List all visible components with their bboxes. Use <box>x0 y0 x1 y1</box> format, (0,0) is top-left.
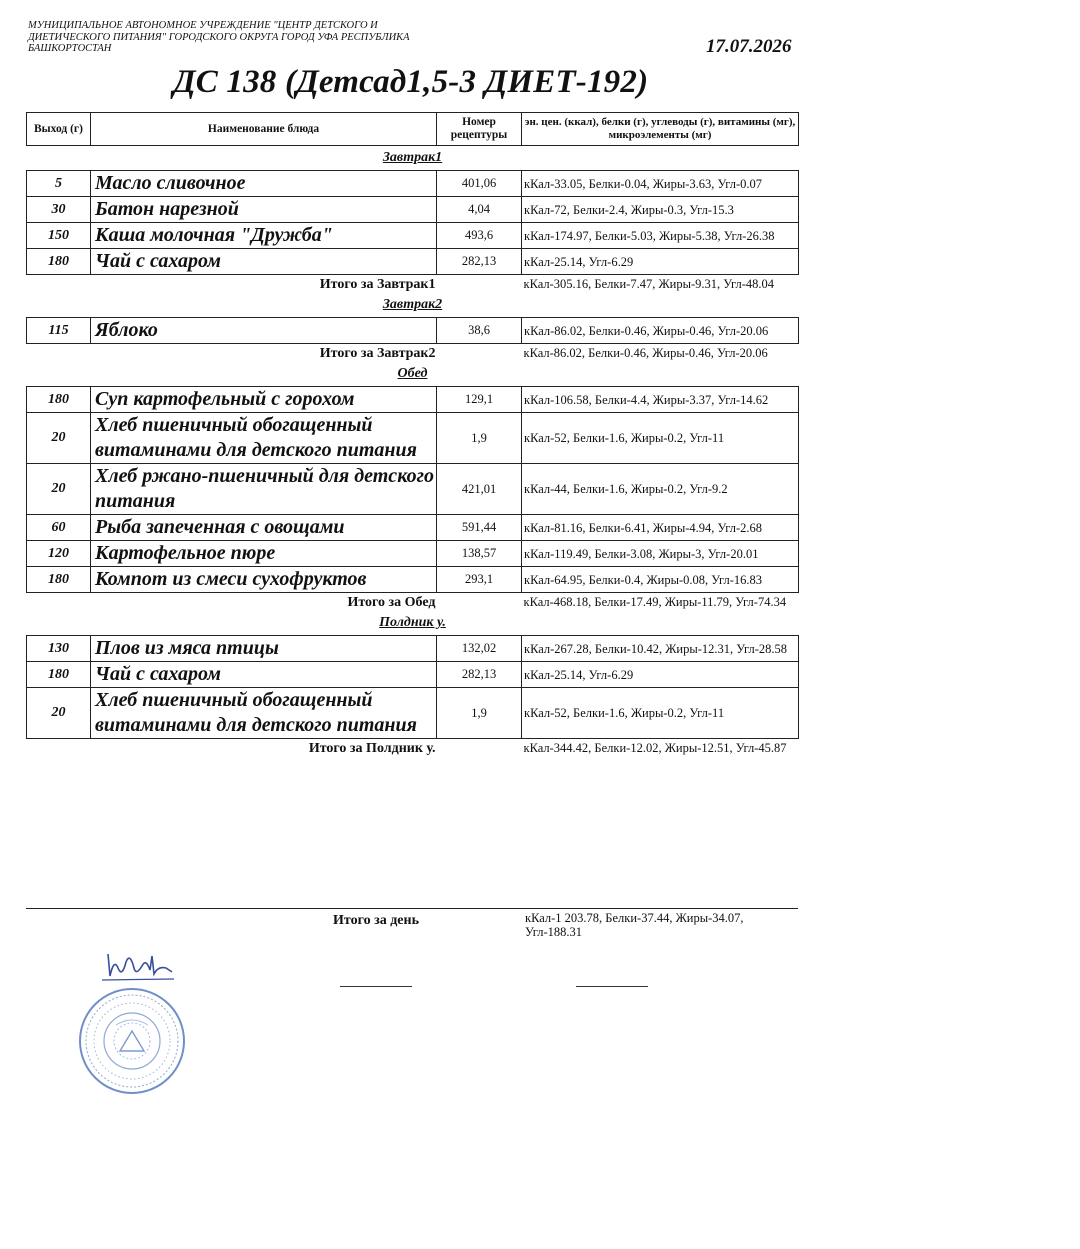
section-total-label: Итого за Обед <box>347 595 436 610</box>
section-total-values: кКал-86.02, Белки-0.46, Жиры-0.46, Угл-20.06 <box>523 346 768 360</box>
menu-date: 17.07.2026 <box>706 36 792 57</box>
table-row <box>27 515 799 541</box>
table-row <box>27 541 799 567</box>
dish-name: Чай с сахаром <box>91 662 437 688</box>
section-total-label: Итого за Полдник у. <box>308 741 436 756</box>
recipe-number: 401,06 <box>437 171 522 197</box>
nutrition-info: кКал-52, Белки-1.6, Жиры-0.2, Угл-11 <box>522 413 799 464</box>
recipe-number: 1,9 <box>437 413 522 464</box>
dish-weight: 180 <box>27 567 91 593</box>
org-line: БАШКОРТОСТАН <box>28 43 112 54</box>
recipe-number: 129,1 <box>437 387 522 413</box>
org-line: ДИЕТИЧЕСКОГО ПИТАНИЯ" ГОРОДСКОГО ОКРУГА ГОРОД УФА РЕСПУБЛИКА <box>28 31 410 43</box>
menu-table <box>26 112 799 757</box>
recipe-number: 1,9 <box>437 688 522 739</box>
dish-weight: 20 <box>27 413 91 464</box>
nutrition-info: кКал-174.97, Белки-5.03, Жиры-5.38, Угл-26.38 <box>522 223 799 249</box>
section-total-values: кКал-305.16, Белки-7.47, Жиры-9.31, Угл-48.04 <box>523 277 775 291</box>
table-row <box>27 249 799 275</box>
recipe-number: 282,13 <box>437 249 522 275</box>
section-total-row <box>27 739 799 758</box>
handwritten-signature <box>100 948 180 988</box>
dish-name: Картофельное пюре <box>91 541 437 567</box>
section-total-row <box>27 344 799 363</box>
dish-name: Хлеб пшеничный обогащенный витаминами для детского питания <box>91 688 437 739</box>
dish-name: Чай с сахаром <box>91 249 437 275</box>
dish-name: Масло сливочное <box>91 171 437 197</box>
day-total-divider <box>26 908 798 909</box>
dish-name: Хлеб пшеничный обогащенный витаминами для детского питания <box>91 413 437 464</box>
dish-weight: 120 <box>27 541 91 567</box>
section-title: Обед <box>397 366 428 381</box>
day-total-label: Итого за день <box>333 913 419 928</box>
nutrition-info: кКал-81.16, Белки-6.41, Жиры-4.94, Угл-2.68 <box>522 515 799 541</box>
table-row <box>27 318 799 344</box>
signature-line <box>576 986 648 987</box>
dish-name: Яблоко <box>91 318 437 344</box>
section-title: Полдник у. <box>379 615 446 630</box>
recipe-number: 132,02 <box>437 636 522 662</box>
nutrition-info: кКал-25.14, Угл-6.29 <box>522 662 799 688</box>
dish-name: Каша молочная "Дружба" <box>91 223 437 249</box>
recipe-number: 493,6 <box>437 223 522 249</box>
recipe-number: 38,6 <box>437 318 522 344</box>
table-row <box>27 387 799 413</box>
recipe-number: 421,01 <box>437 464 522 515</box>
org-line: МУНИЦИПАЛЬНОЕ АВТОНОМНОЕ УЧРЕЖДЕНИЕ "ЦЕНТР ДЕТСКОГО И <box>28 20 378 31</box>
section-total-label: Итого за Завтрак2 <box>319 346 436 361</box>
recipe-number: 282,13 <box>437 662 522 688</box>
dish-weight: 60 <box>27 515 91 541</box>
recipe-number: 138,57 <box>437 541 522 567</box>
table-row <box>27 688 799 739</box>
table-row <box>27 567 799 593</box>
recipe-number: 591,44 <box>437 515 522 541</box>
nutrition-info: кКал-64.95, Белки-0.4, Жиры-0.08, Угл-16.83 <box>522 567 799 593</box>
table-row <box>27 464 799 515</box>
menu-table-body <box>27 146 799 758</box>
column-header-recipe: Номер рецептуры <box>437 113 522 146</box>
dish-weight: 115 <box>27 318 91 344</box>
table-row <box>27 171 799 197</box>
dish-name: Батон нарезной <box>91 197 437 223</box>
dish-name: Плов из мяса птицы <box>91 636 437 662</box>
dish-name: Компот из смеси сухофруктов <box>91 567 437 593</box>
table-row <box>27 223 799 249</box>
section-total-row <box>27 593 799 612</box>
dish-weight: 20 <box>27 464 91 515</box>
dish-weight: 180 <box>27 662 91 688</box>
dish-name: Рыба запеченная с овощами <box>91 515 437 541</box>
nutrition-info: кКал-44, Белки-1.6, Жиры-0.2, Угл-9.2 <box>522 464 799 515</box>
signature-line <box>340 986 412 987</box>
nutrition-info: кКал-86.02, Белки-0.46, Жиры-0.46, Угл-20.06 <box>522 318 799 344</box>
column-header-weight: Выход (г) <box>27 113 91 146</box>
section-header-row <box>27 362 799 387</box>
dish-weight: 130 <box>27 636 91 662</box>
section-total-values: кКал-468.18, Белки-17.49, Жиры-11.79, Угл-74.34 <box>523 595 787 609</box>
table-row <box>27 413 799 464</box>
table-row <box>27 636 799 662</box>
menu-title: ДС 138 (Детсад1,5-3 ДИЕТ-192) <box>173 64 649 100</box>
nutrition-info: кКал-267.28, Белки-10.42, Жиры-12.31, Угл-28.58 <box>522 636 799 662</box>
nutrition-info: кКал-25.14, Угл-6.29 <box>522 249 799 275</box>
section-header-row <box>27 611 799 636</box>
nutrition-info: кКал-52, Белки-1.6, Жиры-0.2, Угл-11 <box>522 688 799 739</box>
column-header-dish: Наименование блюда <box>91 113 437 146</box>
nutrition-info: кКал-33.05, Белки-0.04, Жиры-3.63, Угл-0.07 <box>522 171 799 197</box>
dish-weight: 30 <box>27 197 91 223</box>
dish-weight: 20 <box>27 688 91 739</box>
nutrition-info: кКал-119.49, Белки-3.08, Жиры-3, Угл-20.01 <box>522 541 799 567</box>
dish-weight: 150 <box>27 223 91 249</box>
recipe-number: 4,04 <box>437 197 522 223</box>
recipe-number: 293,1 <box>437 567 522 593</box>
nutrition-info: кКал-106.58, Белки-4.4, Жиры-3.37, Угл-14.62 <box>522 387 799 413</box>
column-header-nutrition: эн. цен. (ккал), белки (г), углеводы (г), витамины (мг), микроэлементы (мг) <box>522 113 799 146</box>
section-total-label: Итого за Завтрак1 <box>319 277 436 292</box>
official-stamp <box>76 985 188 1097</box>
table-row <box>27 662 799 688</box>
table-row <box>27 197 799 223</box>
section-header-row <box>27 146 799 171</box>
day-total-values: кКал-1 203.78, Белки-37.44, Жиры-34.07, Угл-188.31 <box>525 911 744 939</box>
organization-name <box>28 20 448 55</box>
section-header-row <box>27 293 799 318</box>
dish-name: Суп картофельный с горохом <box>91 387 437 413</box>
dish-weight: 5 <box>27 171 91 197</box>
table-header-row <box>27 113 799 146</box>
dish-weight: 180 <box>27 249 91 275</box>
section-total-values: кКал-344.42, Белки-12.02, Жиры-12.51, Угл-45.87 <box>523 741 787 755</box>
nutrition-info: кКал-72, Белки-2.4, Жиры-0.3, Угл-15.3 <box>522 197 799 223</box>
section-title: Завтрак1 <box>382 150 443 165</box>
section-total-row <box>27 275 799 294</box>
dish-name: Хлеб ржано-пшеничный для детского питания <box>91 464 437 515</box>
dish-weight: 180 <box>27 387 91 413</box>
section-title: Завтрак2 <box>382 297 443 312</box>
